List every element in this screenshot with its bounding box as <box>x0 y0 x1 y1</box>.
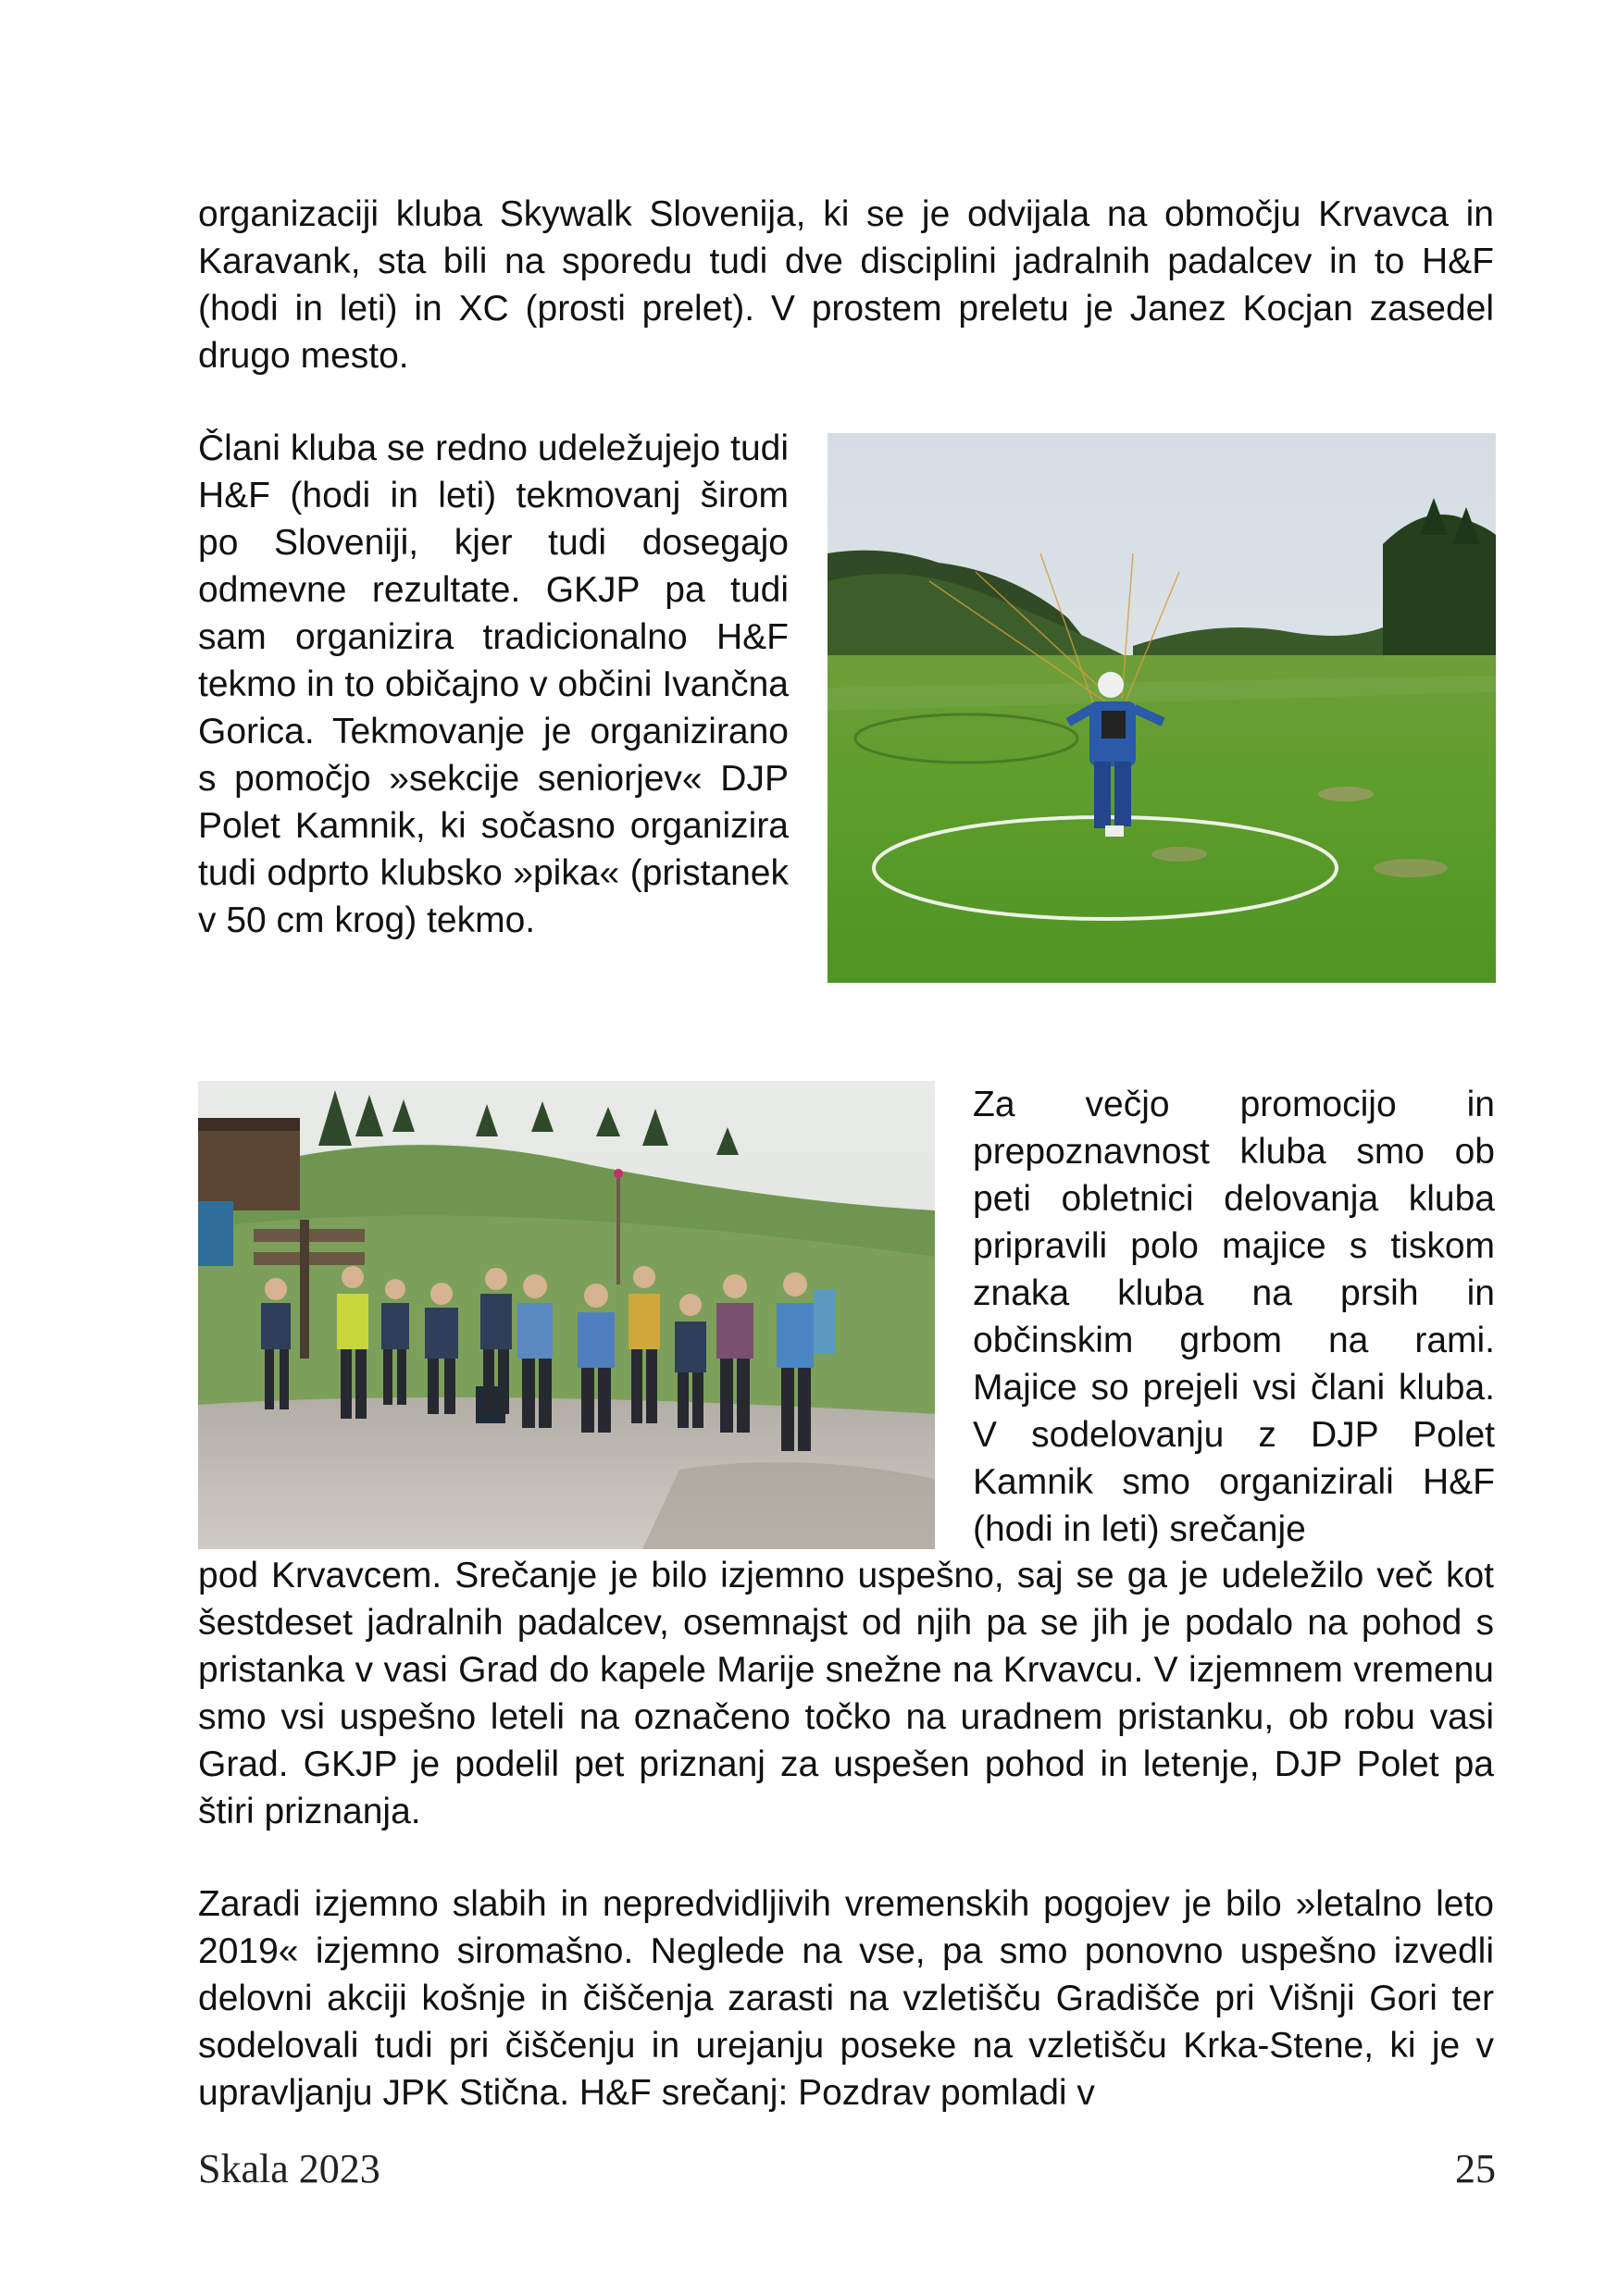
paragraph-promotion: Za večjo promocijo in prepoznavnost kluba smo ob peti obletnici delovanja kluba pripravili polo majice s tiskom znaka kluba na prsih in občinskim grbom na rami. Majice so prejeli vsi člani kluba. V sodelovanju z DJP Polet Kamnik smo organizirali H&F (hodi in leti) srečanje <box>973 1085 1495 1549</box>
photo-paraglider-landing <box>828 433 1496 983</box>
paragraph-members: Člani kluba se redno udeležujejo tudi H&F (hodi in leti) tekmovanj širom po Sloveniji, kjer tudi dosegajo odmevne rezultate. GKJP pa tudi sam organizira tradicionalno H&F tekmo in to običajno v občini Ivančna Gorica. Tekmovanje je organizirano s pomočjo »sekcije seniorjev« DJP Polet Kamnik, ki sočasno organizira tudi odprto klubsko »pika« (pristanek v 50 cm krog) tekmo. <box>198 428 789 940</box>
photo-hiking-group <box>198 1081 935 1549</box>
paragraph-promotion-continued: pod Krvavcem. Srečanje je bilo izjemno uspešno, saj se ga je udeležilo več kot šestdeset jadralnih padalcev, osemnajst od njih pa se jih je podalo na pohod s pristanka v vasi Grad do kapele Marije snežne na Krvavcu. V izjemnem vremenu smo vsi uspešno leteli na označeno točko na uradnem pristanku, ob robu vasi Grad. GKJP je podelil pet priznanj za uspešen pohod in letenje, DJP Polet pa štiri priznanja. <box>198 1556 1494 1831</box>
paragraph-intro: organizaciji kluba Skywalk Slovenija, ki se je odvijala na območju Krvavca in Karavank, sta bili na sporedu tudi dve disciplini jadralnih padalcev in to H&F (hodi in leti) in XC (prosti prelet). V prostem preletu je Janez Kocjan zasedel drugo mesto. <box>198 194 1494 376</box>
paragraph-season: Zaradi izjemno slabih in nepredvidljivih vremenskih pogojev je bilo »letalno leto 2019« izjemno siromašno. Neglede na vse, pa smo ponovno uspešno izvedli delovni akciji košnje in čiščenja zarasti na vzletišču Gradišče pri Višnji Gori ter sodelovali tudi pri čiščenju in urejanju poseke na vzletišču Krka-Stene, ki je v upravljanju JPK Stična. H&F srečanj: Pozdrav pomladi v <box>198 1884 1494 2113</box>
page-number: 25 <box>1455 2146 1496 2191</box>
footer-publication-title: Skala 2023 <box>198 2146 380 2191</box>
